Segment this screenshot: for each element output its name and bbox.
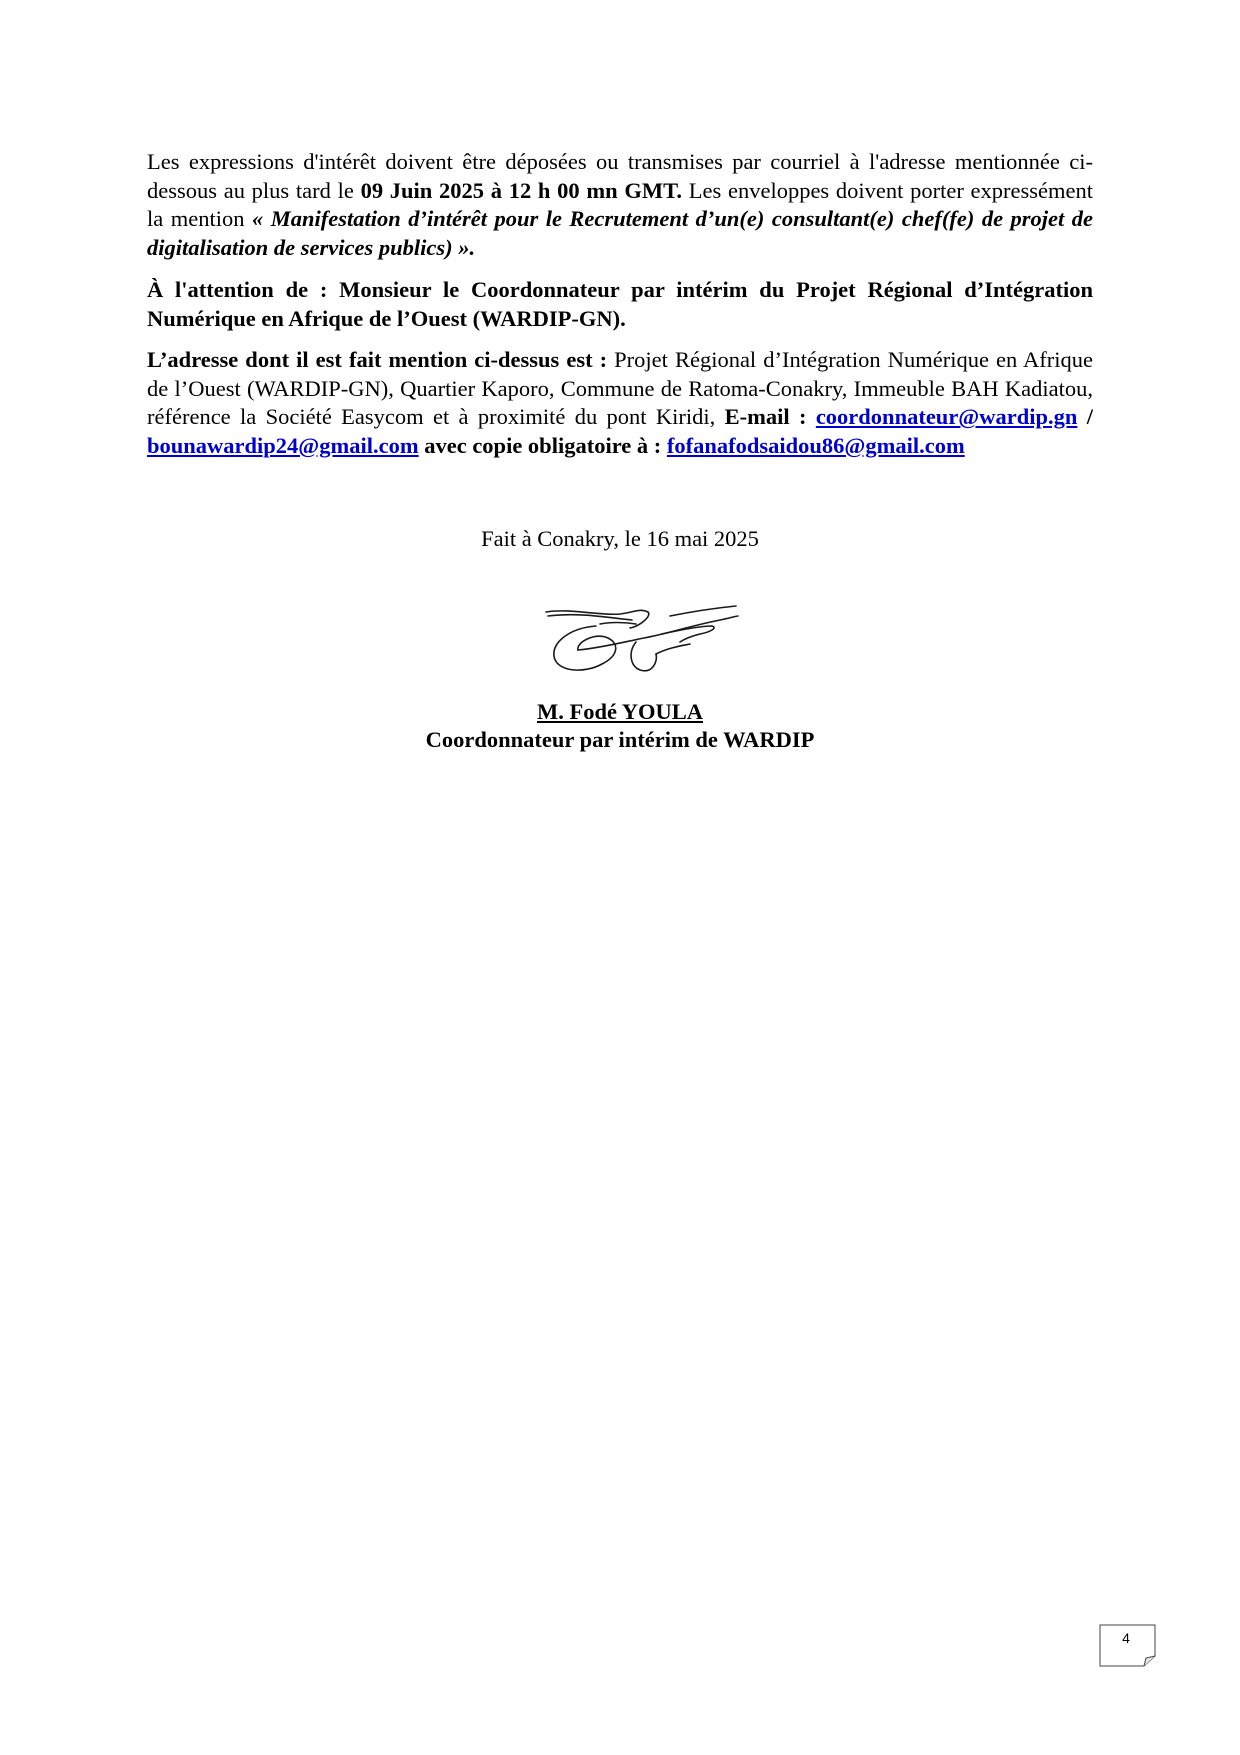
handwritten-signature bbox=[540, 598, 740, 683]
signatory-title: Coordonnateur par intérim de WARDIP bbox=[425, 727, 815, 752]
attention-paragraph bbox=[147, 276, 1093, 333]
page-number: 4 bbox=[1122, 1630, 1130, 1646]
email-separator: / bbox=[1077, 404, 1093, 430]
address-text: Projet Régional d’Intégration Numérique en Afrique de l’Ouest (WARDIP-GN), Quartier Kaporo, Commune de Ratoma-Conakry, Immeuble BAH Kadiatou, référence la Société Easycom et à proximité du pont Kiridi, bbox=[147, 347, 1093, 430]
deposit-text-2: Les enveloppes doivent porter expressément la mention bbox=[147, 177, 1094, 232]
signatory-name-text: M. Fodé YOULA bbox=[536, 699, 704, 724]
mention-text: « Manifestation d’intérêt pour le Recrutement d’un(e) consultant(e) chef(fe) de projet de digitalisation de services publics) ». bbox=[147, 206, 1094, 260]
email-label: E-mail : bbox=[724, 404, 807, 430]
deposit-paragraph bbox=[147, 148, 1093, 262]
attention-text: À l'attention de : Monsieur le Coordonnateur par intérim du Projet Régional d’Intégration Numérique en Afrique de l’Ouest (WARDIP-GN). bbox=[147, 277, 1093, 331]
deposit-text-1: Les expressions d'intérêt doivent être déposées ou transmises par courriel à l'adresse mentionnée ci-dessous au plus tard le bbox=[147, 149, 1093, 203]
email-link-fofana[interactable]: fofanafodsaidou86@gmail.com bbox=[666, 432, 965, 458]
place-date: Fait à Conakry, le 16 mai 2025 bbox=[481, 526, 759, 551]
email-link-bounawardip[interactable]: bounawardip24@gmail.com bbox=[147, 432, 419, 458]
deadline: 09 Juin 2025 à 12 h 00 mn GMT. bbox=[360, 177, 683, 203]
address-paragraph bbox=[147, 346, 1093, 460]
copy-label: avec copie obligatoire à : bbox=[418, 432, 662, 458]
email-link-coordonnateur[interactable]: coordonnateur@wardip.gn bbox=[815, 404, 1078, 430]
address-label: L’adresse dont il est fait mention ci-dessus est : bbox=[147, 347, 608, 372]
signatory-name bbox=[0, 698, 1240, 726]
